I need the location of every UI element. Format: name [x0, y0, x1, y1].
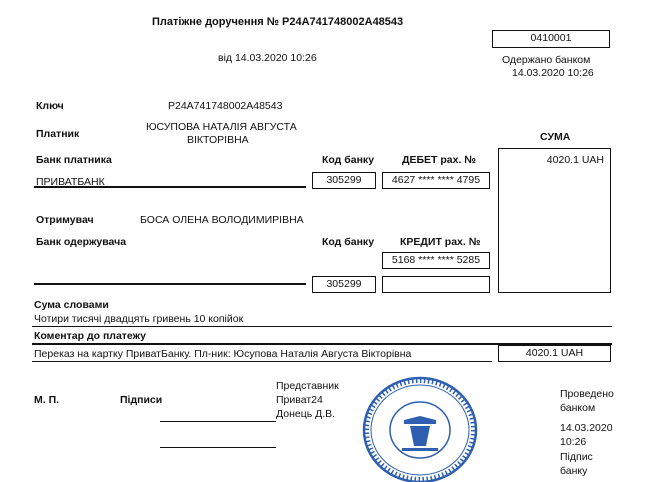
stamp-logo-base — [402, 448, 438, 451]
credit-label: КРЕДИТ рах. № — [400, 236, 481, 248]
recipient-bank-label: Банк одержувача — [36, 236, 127, 248]
amount-words-label: Сума словами — [34, 299, 109, 311]
key-value: P24A741748002A48543 — [168, 100, 283, 112]
credit-account: 5168 **** **** 5285 — [391, 254, 481, 266]
key-label: Ключ — [36, 100, 64, 112]
amount-box — [498, 148, 611, 293]
form-code-box — [492, 30, 610, 48]
document-date: від 14.03.2020 10:26 — [218, 52, 317, 64]
payer-bank-value: ПРИВАТБАНК — [36, 176, 105, 188]
payer-name-line1: ЮСУПОВА НАТАЛІЯ АВГУСТА — [146, 121, 297, 133]
comment-amount-box — [498, 345, 611, 362]
amount-words-value: Чотири тисячі двадцять гривень 10 копійок — [34, 313, 244, 325]
credit-bank-code-box — [312, 276, 376, 293]
form-code: 0410001 — [530, 32, 572, 44]
stamp-logo-top — [404, 416, 436, 424]
signatures-label: Підписи — [120, 394, 163, 406]
comment-value: Переказ на картку ПриватБанку. Пл-ник: Юсупова Наталія Августа Вікторівна — [34, 348, 412, 360]
comment-underline — [32, 361, 492, 362]
payer-label: Платник — [36, 128, 80, 140]
signature-line-2 — [160, 447, 276, 448]
bank-code-label-1: Код банку — [322, 154, 375, 166]
representative-line-2: Приват24 — [276, 394, 323, 406]
debit-bank-code: 305299 — [326, 174, 362, 186]
signature-line-1 — [160, 421, 276, 422]
processed-line-5: Підпис — [560, 451, 593, 463]
payer-bank-underline — [34, 186, 306, 188]
debit-bank-code-box — [312, 172, 376, 189]
bank-stamp-icon — [356, 372, 484, 482]
processed-line-4: 10:26 — [560, 436, 587, 448]
received-date: 14.03.2020 10:26 — [512, 67, 594, 79]
mp-label: М. П. — [34, 394, 60, 406]
amount-words-line — [32, 326, 612, 327]
received-label: Одержано банком — [502, 54, 591, 66]
document-title: Платіжне доручення № P24A741748002A48543 — [152, 16, 404, 28]
representative-line-1: Представник — [276, 380, 339, 392]
recipient-bank-underline — [34, 283, 306, 285]
credit-account-box — [382, 252, 490, 269]
payer-bank-label: Банк платника — [36, 154, 112, 166]
bank-code-label-2: Код банку — [322, 236, 375, 248]
processed-line-2: банком — [560, 402, 596, 414]
payer-name-line2: ВІКТОРІВНА — [187, 134, 249, 146]
processed-line-1: Проведено — [560, 388, 614, 400]
debit-account-box — [382, 172, 490, 189]
processed-line-6: банку — [560, 465, 588, 477]
recipient-label: Отримувач — [36, 214, 94, 226]
debit-label: ДЕБЕТ рах. № — [402, 154, 476, 166]
comment-label: Коментар до платежу — [34, 330, 146, 342]
stamp-logo-body — [410, 426, 430, 446]
stamp-center-logo — [402, 416, 438, 451]
processed-line-3: 14.03.2020 — [560, 422, 613, 434]
recipient-name: БОСА ОЛЕНА ВОЛОДИМИРІВНА — [140, 214, 304, 226]
amount-header: СУМА — [540, 131, 571, 143]
credit-extra-box — [382, 276, 490, 293]
credit-bank-code: 305299 — [326, 278, 362, 290]
amount-value: 4020.1 UAH — [546, 154, 604, 166]
debit-account: 4627 **** **** 4795 — [391, 174, 481, 186]
representative-line-3: Донець Д.В. — [276, 408, 336, 420]
comment-amount: 4020.1 UAH — [525, 347, 584, 359]
